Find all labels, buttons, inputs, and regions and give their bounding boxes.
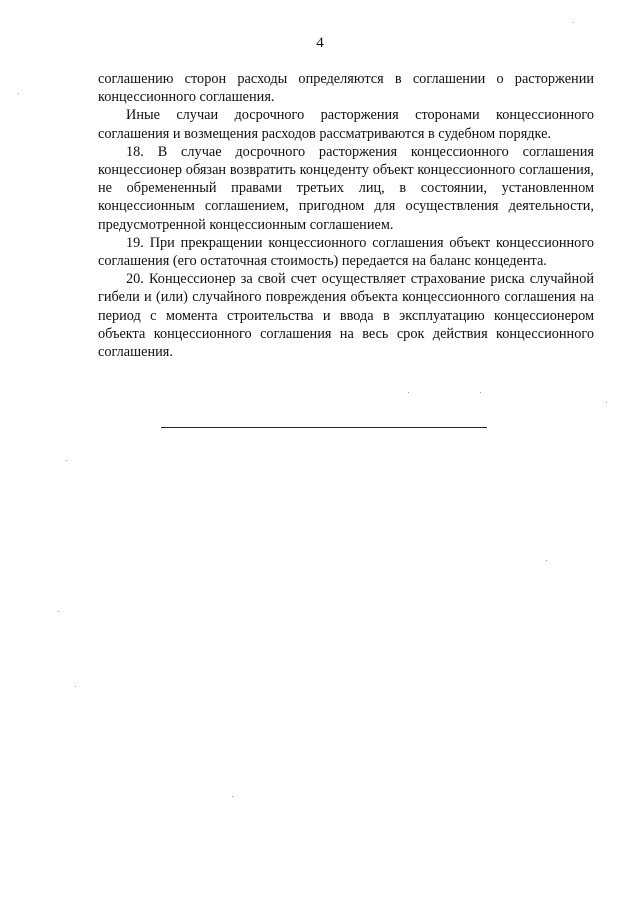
paragraph-other-cases: Иные случаи досрочного расторжения сторонами концессионного соглашения и возмещения расходов рассматриваются в судебном порядке.	[98, 107, 594, 142]
document-body	[98, 70, 594, 361]
scan-speck	[573, 22, 574, 23]
scan-speck	[480, 392, 481, 393]
scan-speck	[546, 560, 547, 561]
paragraph-item-19: 19. При прекращении концессионного соглашения объект концессионного соглашения (его остаточная стоимость) передается на баланс концедента.	[98, 234, 594, 270]
paragraph-continuation: соглашению сторон расходы определяются в соглашении о расторжении концессионного соглашения.	[98, 71, 594, 106]
scan-speck	[58, 611, 59, 612]
end-divider-line	[161, 427, 487, 428]
scan-speck	[18, 93, 19, 94]
scan-speck	[66, 460, 67, 461]
scan-speck	[408, 392, 409, 393]
paragraph-item-18: 18. В случае досрочного расторжения концессионного соглашения концессионер обязан возвратить концеденту объект концессионного соглашения, не обремененный правами третьих лиц, в состоянии, установленном концессионным соглашением, пригодном для осуществления деятельности, предусмотренной концессионным соглашением.	[98, 143, 594, 233]
scan-speck	[606, 402, 607, 403]
scan-speck	[75, 686, 76, 687]
scan-speck	[232, 796, 233, 797]
page-number: 4	[316, 35, 324, 51]
paragraph-item-20: 20. Концессионер за свой счет осуществляет страхование риска случайной гибели и (или) случайного повреждения объекта концессионного соглашения на период с момента строительства и ввода в эксплуатацию концессионером объекта концессионного соглашения на весь срок действия концессионного соглашения.	[98, 271, 594, 361]
